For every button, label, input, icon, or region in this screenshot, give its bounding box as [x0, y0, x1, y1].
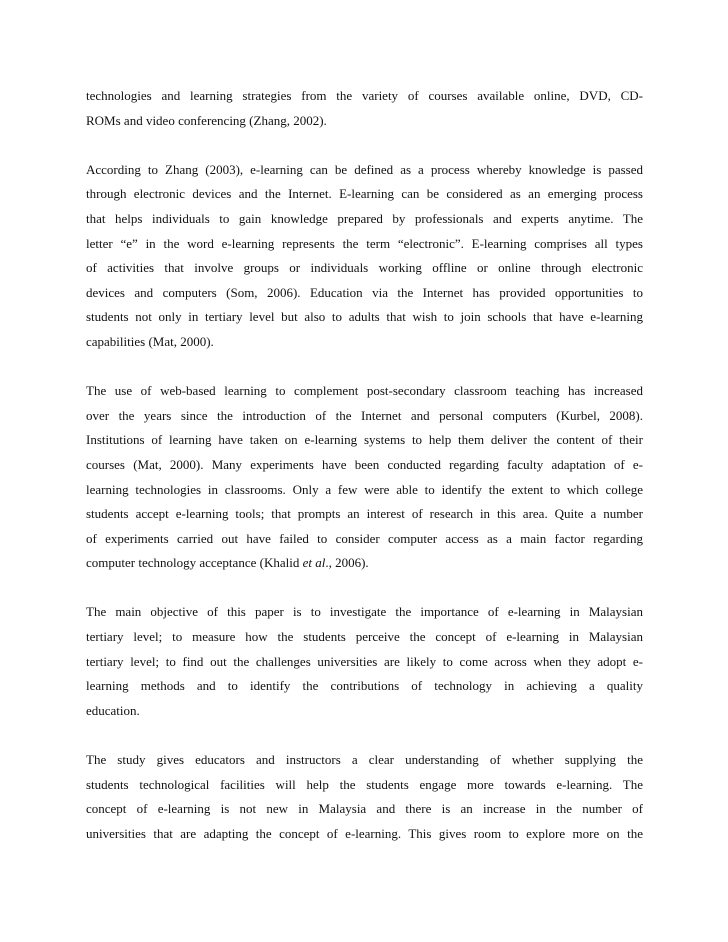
- text-line: over the years since the introduction of the Internet and personal computers (Kurbel, 2008).: [86, 407, 643, 423]
- paragraph-4: [86, 600, 643, 723]
- paragraph-5: [86, 748, 643, 846]
- text-line: Institutions of learning have taken on e-learning systems to help them deliver the content of their: [86, 432, 643, 448]
- text-line: devices and computers (Som, 2006). Education via the Internet has provided opportunities to: [86, 284, 643, 300]
- text-line: courses (Mat, 2000). Many experiments have been conducted regarding faculty adaptation of e-: [86, 456, 643, 472]
- text-line: technologies and learning strategies from the variety of courses available online, DVD, CD-: [86, 88, 643, 103]
- text-line: [86, 551, 643, 576]
- text-line: through electronic devices and the Internet. E-learning can be considered as an emerging process: [86, 186, 643, 202]
- paragraph-2: [86, 158, 643, 355]
- citation-text: computer technology acceptance (Khalid: [86, 555, 303, 571]
- body-text: [86, 84, 643, 871]
- text-line: letter “e” in the word e-learning represents the term “electronic”. E-learning comprises all types: [86, 235, 643, 251]
- text-line: The study gives educators and instructors a clear understanding of whether supplying the: [86, 752, 643, 768]
- text-line: learning methods and to identify the contributions of technology in achieving a quality: [86, 678, 643, 694]
- text-line: tertiary level; to find out the challenges universities are likely to come across when they adopt e-: [86, 653, 643, 669]
- paragraph-3: [86, 379, 643, 576]
- text-line: students technological facilities will help the students engage more towards e-learning. The: [86, 776, 643, 792]
- text-line: that helps individuals to gain knowledge prepared by professionals and experts anytime. The: [86, 210, 643, 226]
- text-line: The use of web-based learning to complement post-secondary classroom teaching has increased: [86, 383, 643, 399]
- paragraph-1: [86, 84, 643, 133]
- text-line: tertiary level; to measure how the students perceive the concept of e-learning in Malaysian: [86, 629, 643, 645]
- citation-year: ., 2006).: [325, 555, 369, 571]
- text-line: education.: [86, 702, 140, 718]
- text-line: concept of e-learning is not new in Malaysia and there is an increase in the number of: [86, 801, 643, 817]
- text-line: capabilities (Mat, 2000).: [86, 333, 214, 349]
- text-line: students accept e-learning tools; that prompts an interest of research in this area. Quite a number: [86, 506, 643, 522]
- text-line: learning technologies in classrooms. Only a few were able to identify the extent to which college: [86, 481, 643, 497]
- text-line: ROMs and video conferencing (Zhang, 2002).: [86, 112, 327, 128]
- text-line: universities that are adapting the concept of e-learning. This gives room to explore more on the: [86, 825, 643, 841]
- text-line: of activities that involve groups or individuals working offline or online through electronic: [86, 260, 643, 276]
- text-line: According to Zhang (2003), e-learning can be defined as a process whereby knowledge is passed: [86, 161, 643, 177]
- italic-et-al: et al: [302, 555, 326, 571]
- text-line: students not only in tertiary level but also to adults that wish to join schools that have e-learning: [86, 309, 643, 325]
- text-line: of experiments carried out have failed to consider computer access as a main factor regarding: [86, 530, 643, 546]
- text-line: The main objective of this paper is to investigate the importance of e-learning in Malaysian: [86, 604, 643, 620]
